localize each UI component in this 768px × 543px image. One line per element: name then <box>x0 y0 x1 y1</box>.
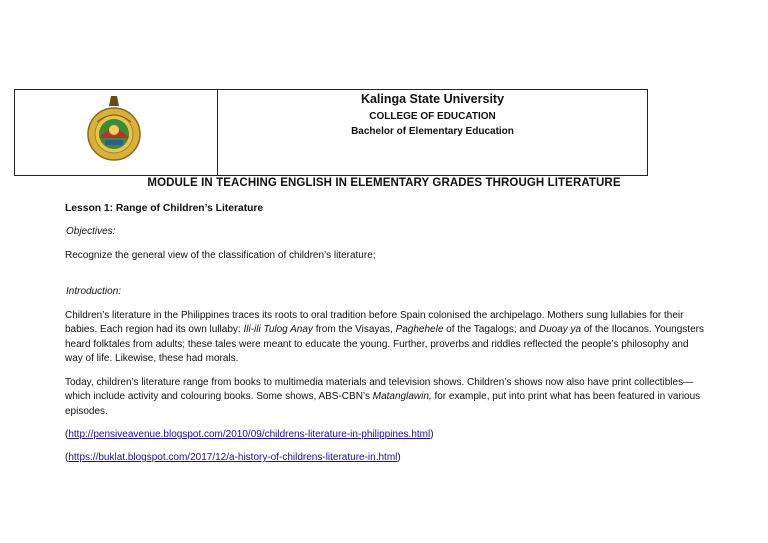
introduction-paragraph-2: Today, children’s literature range from books to multimedia materials and television shows. Children’s shows now also have print collectibles—which include activity and colouring books. Some shows, ABS-CBN’s Matanglawin, for example, put into print what has been featured in various episodes. <box>65 377 701 417</box>
introduction-label: Introduction: <box>66 286 122 297</box>
reference-link-2: (https://buklat.blogspot.com/2017/12/a-history-of-childrens-literature-in.html) <box>65 452 401 463</box>
lesson-title: Lesson 1: Range of Children’s Literature <box>65 203 264 214</box>
logo-cell <box>15 90 218 175</box>
degree-name: Bachelor of Elementary Education <box>351 126 514 137</box>
university-seal-icon <box>75 94 153 172</box>
module-title: MODULE IN TEACHING ENGLISH IN ELEMENTARY GRADES THROUGH LITERATURE <box>147 177 621 189</box>
university-name: Kalinga State University <box>360 92 505 106</box>
reference-url-2[interactable]: https://buklat.blogspot.com/2017/12/a-history-of-childrens-literature-in.html <box>68 452 398 463</box>
college-name: COLLEGE OF EDUCATION <box>369 111 496 122</box>
reference-link-1: (http://pensiveavenue.blogspot.com/2010/09/childrens-literature-in-philippines.html) <box>65 429 434 440</box>
objectives-label: Objectives: <box>66 226 116 237</box>
introduction-paragraph-1: Children’s literature in the Philippines traces its roots to oral tradition before Spain colonised the archipelago. Mothers sung lullabies for their babies. Each region had its own lullaby: Ili-ili Tulog Anay from the Visayas, Paghehele of the Tagalogs; and Duoay ya of the Ilocanos. Youngsters heard folktales from adults; these tales were meant to educate the young. Further, proverbs and riddles reflected the people’s philosophy and way of life. Likewise, these had morals. <box>65 310 704 364</box>
reference-url-1[interactable]: http://pensiveavenue.blogspot.com/2010/09/childrens-literature-in-philippines.html <box>68 429 431 440</box>
university-info <box>218 90 647 175</box>
objective-text: Recognize the general view of the classification of children’s literature; <box>65 250 376 261</box>
header-table <box>14 89 648 176</box>
